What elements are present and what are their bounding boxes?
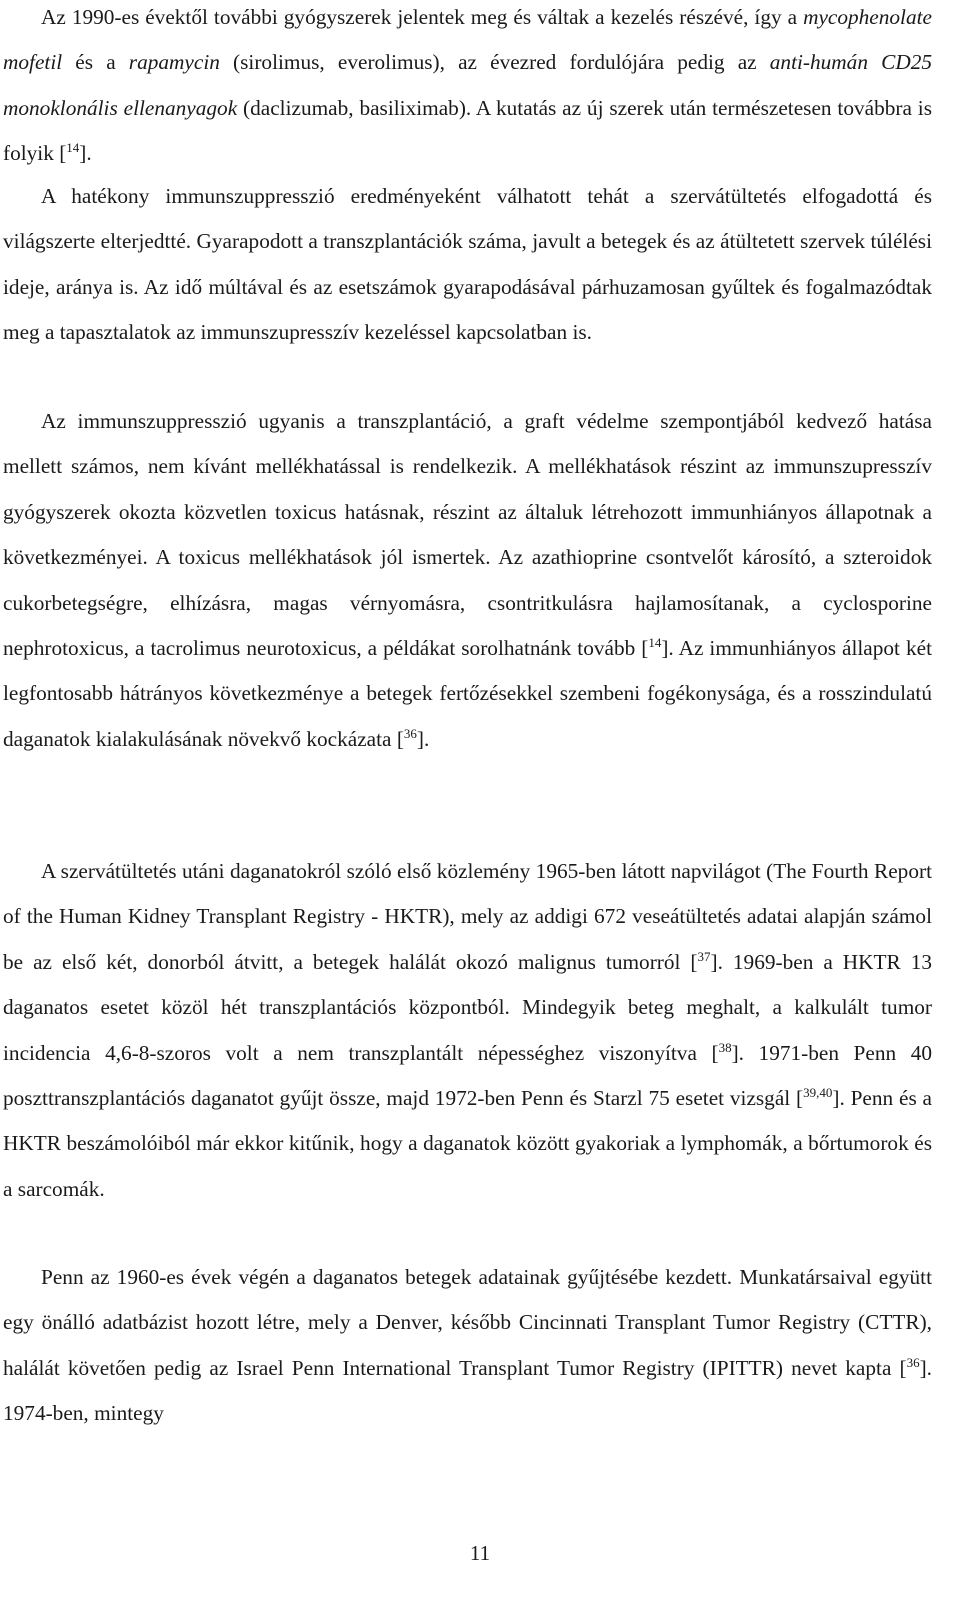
citation-ref: 39,40 (803, 1085, 833, 1101)
citation-ref: 36 (906, 1354, 920, 1370)
text-segment: ]. Az immunhiányos állapot két legfontosabb hátrányos következménye a betegek fertőzésekkel szembeni fogékonysága, és a rosszindulatú daganatok kialakulásának növekvő kockázata [ (3, 636, 932, 751)
paragraph-3 (3, 399, 932, 762)
text-segment: ]. 1971-ben Penn 40 poszttranszplantációs daganatot gyűjt össze, majd 1972-ben Penn és Starzl 75 esetet vizsgál [ (3, 1040, 932, 1111)
text-segment: A szervátültetés utáni daganatokról szóló első közlemény 1965-ben látott napvilágot (The Fourth Report of the Human Kidney Transplant Registry - HKTR), mely az addigi 672 veseátültetés adatai alapján számol be az első két, donorból átvitt, a betegek halálát okozó malignus tumorról [ (3, 859, 932, 974)
text-segment: ]. Penn és a HKTR beszámolóiból már ekkor kitűnik, hogy a daganatok között gyakoriak a lymphomák, a bőrtumorok és a sarcomák. (3, 1086, 932, 1201)
citation-ref: 14 (648, 635, 662, 651)
text-segment: Az 1990-es évektől további gyógyszerek jelentek meg és váltak a kezelés részévé, így a (41, 5, 804, 29)
citation-ref: 37 (697, 948, 711, 964)
paragraph-5 (3, 1255, 932, 1437)
text-segment: (sirolimus, everolimus), az évezred fordulójára pedig az (219, 50, 770, 75)
text-segment: (daclizumab, basiliximab). A kutatás az új szerek után természetesen továbbra is folyik [ (3, 95, 932, 166)
paragraph-1 (3, 0, 932, 177)
italic-term: mycophenolate mofetil (3, 5, 932, 75)
page-number: 11 (469, 1541, 491, 1565)
citation-ref: 38 (718, 1039, 732, 1055)
text-segment: ]. (416, 726, 430, 751)
paragraph-2 (3, 174, 932, 356)
text-segment: ]. 1974-ben, mintegy (3, 1355, 932, 1426)
text-segment: Az immunszuppresszió ugyanis a transzplantáció, a graft védelme szempontjából kedvező hatása mellett számos, nem kívánt mellékhatással is rendelkezik. A mellékhatások részint az immunszupresszív gyógyszerek okozta közvetlen toxicus hatásnak, részint az általuk létrehozott immunhiányos állapotnak a következményei. A toxicus mellékhatások jól ismertek. Az azathioprine csontvelőt károsító, a szteroidok cukorbetegségre, elhízásra, magas vérnyomásra, csontritkulásra hajlamosítanak, a cyclosporine nephrotoxicus, a tacrolimus neurotoxicus, a példákat sorolhatnánk tovább [ (3, 409, 932, 661)
citation-ref: 14 (66, 140, 80, 156)
paragraph-4 (3, 849, 932, 1212)
italic-term: rapamycin (128, 50, 220, 75)
text-segment: Penn az 1960-es évek végén a daganatos betegek adatainak gyűjtésébe kezdett. Munkatársaival együtt egy önálló adatbázist hozott létre, mely a Denver, később Cincinnati Transplant Tumor Registry (CTTR), halálát követően pedig az Israel Penn International Transplant Tumor Registry (IPITTR) nevet kapta [ (3, 1265, 932, 1380)
text-segment: ]. (79, 141, 92, 166)
italic-term: anti-humán CD25 monoklonális ellenanyagok (3, 50, 932, 120)
text-segment: A hatékony immunszuppresszió eredményeként válhatott tehát a szervátültetés elfogadottá és világszerte elterjedtté. Gyarapodott a transzplantációk száma, javult a betegek és az átültetett szervek túlélési ideje, aránya is. Az idő múltával és az esetszámok gyarapodásával párhuzamosan gyűltek és fogalmazódtak meg a tapasztalatok az immunszupresszív kezeléssel kapcsolatban is. (3, 184, 932, 345)
text-segment: és a (62, 50, 129, 75)
citation-ref: 36 (403, 725, 417, 741)
text-segment: ]. 1969-ben a HKTR 13 daganatos esetet közöl hét transzplantációs központból. Mindegyik beteg meghalt, a kalkulált tumor incidencia 4,6-8-szoros volt a nem transzplantált népességhez viszonyítva [ (3, 949, 932, 1065)
